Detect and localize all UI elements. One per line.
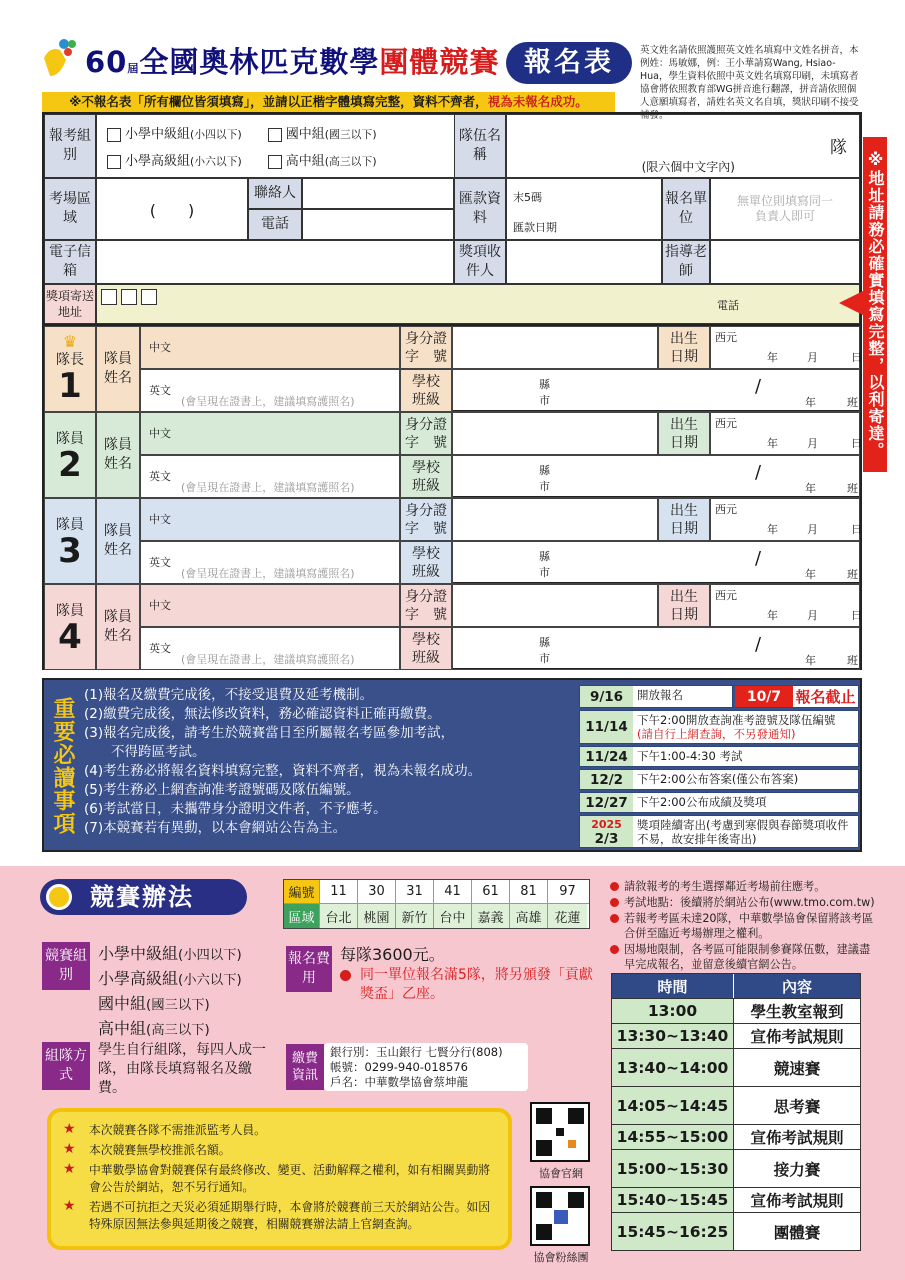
schedule-row: 14:55~15:00 宣佈考試規則 <box>612 1124 860 1149</box>
team-field[interactable]: 隊 (限六個中文字內) <box>506 114 860 178</box>
id-field[interactable] <box>452 584 658 627</box>
schedule-row: 15:45~16:25 團體賽 <box>612 1212 860 1250</box>
birth-field[interactable]: 西元 年 月 日 <box>710 412 860 455</box>
member-name-en[interactable]: 英文 (會呈現在證書上，建議填寫護照名) <box>140 369 400 412</box>
timeline-row: 12/2 下午2:00公布答案(僅公布答案) <box>579 769 859 790</box>
group-options: 小學中級組(小四以下) 國中組(國三以下) 小學高級組(小六以下) 高中組(高三以下) <box>96 114 500 178</box>
id-label: 身分證字 號 <box>400 498 452 541</box>
rules-title: 競賽辦法 <box>40 879 247 915</box>
phone-field[interactable] <box>302 209 454 240</box>
member-name-zh[interactable]: 中文 <box>140 412 400 455</box>
member-name-zh[interactable]: 中文 <box>140 326 400 369</box>
name-note: 英文姓名請依照護照英文姓名填寫中文姓名拼音，本例姓：馬敏娜，例：王小華請寫Wang, Hsiao-Hua，學生資料依照中英文姓名填寫印刷，未填寫者協會將依照教育部WG拼音進行翻譯，拼音請依照個人意願填寫者，請姓名英文名自填，獎狀印刷不接受補發。 <box>640 45 859 121</box>
member-role: 隊員 4 <box>44 584 96 670</box>
schedule-row: 14:05~14:45 思考賽 <box>612 1086 860 1124</box>
checkbox-opt4[interactable] <box>268 154 286 169</box>
star-icon: ★ <box>63 1161 76 1177</box>
team-method: 學生自行組隊，每四人成一隊，由隊長填寫報名及繳費。 <box>98 1042 266 1096</box>
member-block <box>42 326 862 412</box>
teacher-field[interactable] <box>710 240 860 284</box>
email-label: 電子信箱 <box>44 240 96 284</box>
id-field[interactable] <box>452 412 658 455</box>
qr-label-fanpage: 協會粉絲團 <box>533 1251 589 1264</box>
checkbox-opt2[interactable] <box>268 127 286 142</box>
star-icon: ★ <box>63 1198 76 1214</box>
member-name-label: 隊員姓名 <box>96 498 140 584</box>
timeline <box>579 685 859 849</box>
qr-code-website[interactable] <box>530 1102 590 1162</box>
schedule-row: 13:00 學生教室報到 <box>612 998 860 1023</box>
group-label: 報考組別 <box>44 114 96 178</box>
member-name-zh[interactable]: 中文 <box>140 498 400 541</box>
unit-label: 報名單位 <box>662 178 710 240</box>
member-role: ♛ 隊長 1 <box>44 326 96 412</box>
member-block <box>42 584 862 670</box>
school-label: 學校班級 <box>400 369 452 412</box>
school-label: 學校班級 <box>400 627 452 670</box>
id-label: 身分證字 號 <box>400 326 452 369</box>
school-label: 學校班級 <box>400 455 452 498</box>
schedule-row: 13:30~13:40 宣佈考試規則 <box>612 1023 860 1048</box>
recv-label: 獎項收件人 <box>454 240 506 284</box>
logo-icon <box>40 36 82 80</box>
arrow-left-icon <box>839 291 863 315</box>
form-top <box>42 112 862 326</box>
teacher-label: 指導老師 <box>662 240 710 284</box>
member-role: 隊員 3 <box>44 498 96 584</box>
school-field[interactable]: 縣 市 / 年 班 <box>452 627 860 670</box>
checkbox-opt3[interactable] <box>107 154 125 169</box>
member-role: 隊員 2 <box>44 412 96 498</box>
school-field[interactable]: 縣 市 / 年 班 <box>452 369 860 412</box>
timeline-row: 2025 2/3 獎項陸續寄出(考慮到寒假與春節獎項收件不易，故安排年後寄出) <box>579 815 859 848</box>
star-icon: ★ <box>63 1121 76 1137</box>
zone-table: 編號 11 30 31 41 61 81 97 區域 台北 桃園 新竹 台中 嘉義 高雄 花蓮 <box>283 879 590 929</box>
member-name-label: 隊員姓名 <box>96 412 140 498</box>
timeline-row: 11/14 下午2:00開放查詢准考證號及隊伍編號 (請自行上網查詢，不另發通知) <box>579 710 859 744</box>
addr-label: 獎項寄送地址 <box>44 284 96 324</box>
fee-label: 報名費用 <box>286 946 332 992</box>
team-label: 隊伍名稱 <box>454 114 506 178</box>
birth-field[interactable]: 西元 年 月 日 <box>710 498 860 541</box>
payment-label: 繳費資訊 <box>286 1044 324 1090</box>
warning-bar: ※不報名表「所有欄位皆須填寫」，並請以正楷字體填寫完整，資料不齊者，視為未報名成功。 <box>42 92 615 112</box>
birth-label: 出生日期 <box>658 584 710 627</box>
school-field[interactable]: 縣 市 / 年 班 <box>452 541 860 584</box>
address-side-note: ※地址請務必確實填寫完整，以利寄達。 <box>863 137 887 472</box>
fee-info: 每隊3600元。 同一單位報名滿5隊，將另頒發「貢獻獎盃」乙座。 <box>340 945 593 1002</box>
birth-field[interactable]: 西元 年 月 日 <box>710 326 860 369</box>
schedule-row: 15:40~15:45 宣佈考試規則 <box>612 1187 860 1212</box>
member-name-en[interactable]: 英文 (會呈現在證書上，建議填寫護照名) <box>140 541 400 584</box>
star-icon: ★ <box>63 1141 76 1157</box>
member-name-zh[interactable]: 中文 <box>140 584 400 627</box>
member-name-en[interactable]: 英文 (會呈現在證書上，建議填寫護照名) <box>140 627 400 670</box>
payment-info: 銀行別：玉山銀行 七賢分行(808) 帳號：0299-940-018576 戶名：中華數學協會蔡坤龍 <box>324 1043 528 1091</box>
unit-field[interactable]: 無單位則填寫同一負責人即可 <box>710 178 860 240</box>
id-label: 身分證字 號 <box>400 412 452 455</box>
pay-field[interactable]: 末5碼 匯款日期 <box>506 178 662 240</box>
phone-label: 電話 <box>248 209 302 240</box>
area-label: 考場區域 <box>44 178 96 240</box>
area-field[interactable]: ( ) <box>96 178 248 240</box>
member-name-label: 隊員姓名 <box>96 584 140 670</box>
addr-field[interactable]: 電話 <box>96 284 860 324</box>
contact-label: 聯絡人 <box>248 178 302 209</box>
team-method-label: 組隊方式 <box>42 1042 90 1090</box>
email-field[interactable] <box>96 240 454 284</box>
school-label: 學校班級 <box>400 541 452 584</box>
crown-icon: ♛ <box>62 332 78 351</box>
venue-notes: 請敘報考的考生選擇鄰近考場前往應考。 考試地點：後續將於網站公布(www.tmo.com.tw) 若報考考區未達20隊，中華數學協會保留將該考區合併至臨近考場辦理之權利。 因場地限制，各考區可能限制參賽隊伍數，建議盡早完成報名，並留意後續官網公告。 <box>610 879 875 973</box>
schedule-row: 15:00~15:30 接力賽 <box>612 1149 860 1187</box>
notice-panel <box>42 678 862 852</box>
contact-field[interactable] <box>302 178 454 209</box>
notice-title: 重要必讀事項 <box>50 697 75 835</box>
bullet-icon <box>340 970 351 981</box>
school-field[interactable]: 縣 市 / 年 班 <box>452 455 860 498</box>
id-field[interactable] <box>452 326 658 369</box>
pay-label: 匯款資料 <box>454 178 506 240</box>
recv-field[interactable] <box>506 240 662 284</box>
timeline-row: 11/24 下午1:00-4:30 考試 <box>579 746 859 767</box>
form-badge: 報名表 <box>506 42 632 84</box>
bullet-icon <box>46 884 72 910</box>
id-field[interactable] <box>452 498 658 541</box>
important-box: ★ 本次競賽各隊不需推派監考人員。 ★ 本次競賽無學校推派名額。 ★ 中華數學協會對競賽保有最終修改、變更、活動解釋之權利，如有相關異動將會公告於網站，恕不另行通知。 ★ 若遇不可抗拒之天災必須延期舉行時，本會將於競賽前三天於網站公告。如因特殊原因無法參與延期後之競賽，相關競賽辦法請上官網查詢。 <box>47 1108 512 1250</box>
schedule-row: 13:40~14:00 競速賽 <box>612 1048 860 1086</box>
schedule-table: 時間 內容 13:00 學生教室報到 13:30~13:40 宣佈考試規則 13:40~14:00 競速賽 14:05~14:45 思考賽 14:55~15:00 宣佈考試規則 15:00~15:30 接力賽 15:40~15:45 宣佈考試規則 15:45~16:25 團體賽 <box>611 973 861 1251</box>
checkbox-opt1[interactable] <box>107 127 125 142</box>
timeline-row: 9/16 開放報名 10/7 報名截止 <box>579 685 859 708</box>
birth-field[interactable]: 西元 年 月 日 <box>710 584 860 627</box>
qr-label-website: 協會官網 <box>539 1167 583 1180</box>
member-block <box>42 412 862 498</box>
group-list: 小學中級組(小四以下) 小學高級組(小六以下) 國中組(國三以下) 高中組(高三以下) <box>98 944 242 1038</box>
birth-label: 出生日期 <box>658 326 710 369</box>
birth-label: 出生日期 <box>658 412 710 455</box>
birth-label: 出生日期 <box>658 498 710 541</box>
member-name-en[interactable]: 英文 (會呈現在證書上，建議填寫護照名) <box>140 455 400 498</box>
timeline-row: 12/27 下午2:00公布成績及獎項 <box>579 792 859 813</box>
notice-list: (1)報名及繳費完成後，不接受退費及延考機制。 (2)繳費完成後，無法修改資料，務必確認資料正確再繳費。 (3)報名完成後，請考生於競賽當日至所屬報名考區參加考試， 不得跨區考試。 (4)考生務必將報名資料填寫完整，資料不齊者，視為未報名成功。 (5)考生務必上網查詢准考證號碼及隊伍編號。 (6)考試當日，未攜帶身分證明文件者，不予應考。 (7)本競賽若有異動，以本會網站公告為主。 <box>84 687 482 836</box>
id-label: 身分證字 號 <box>400 584 452 627</box>
member-name-label: 隊員姓名 <box>96 326 140 412</box>
page-title: 60屆全國奧林匹克數學團體競賽 <box>85 45 500 79</box>
member-block <box>42 498 862 584</box>
qr-code-fanpage[interactable] <box>530 1186 590 1246</box>
group-label-2: 競賽組別 <box>42 942 90 990</box>
